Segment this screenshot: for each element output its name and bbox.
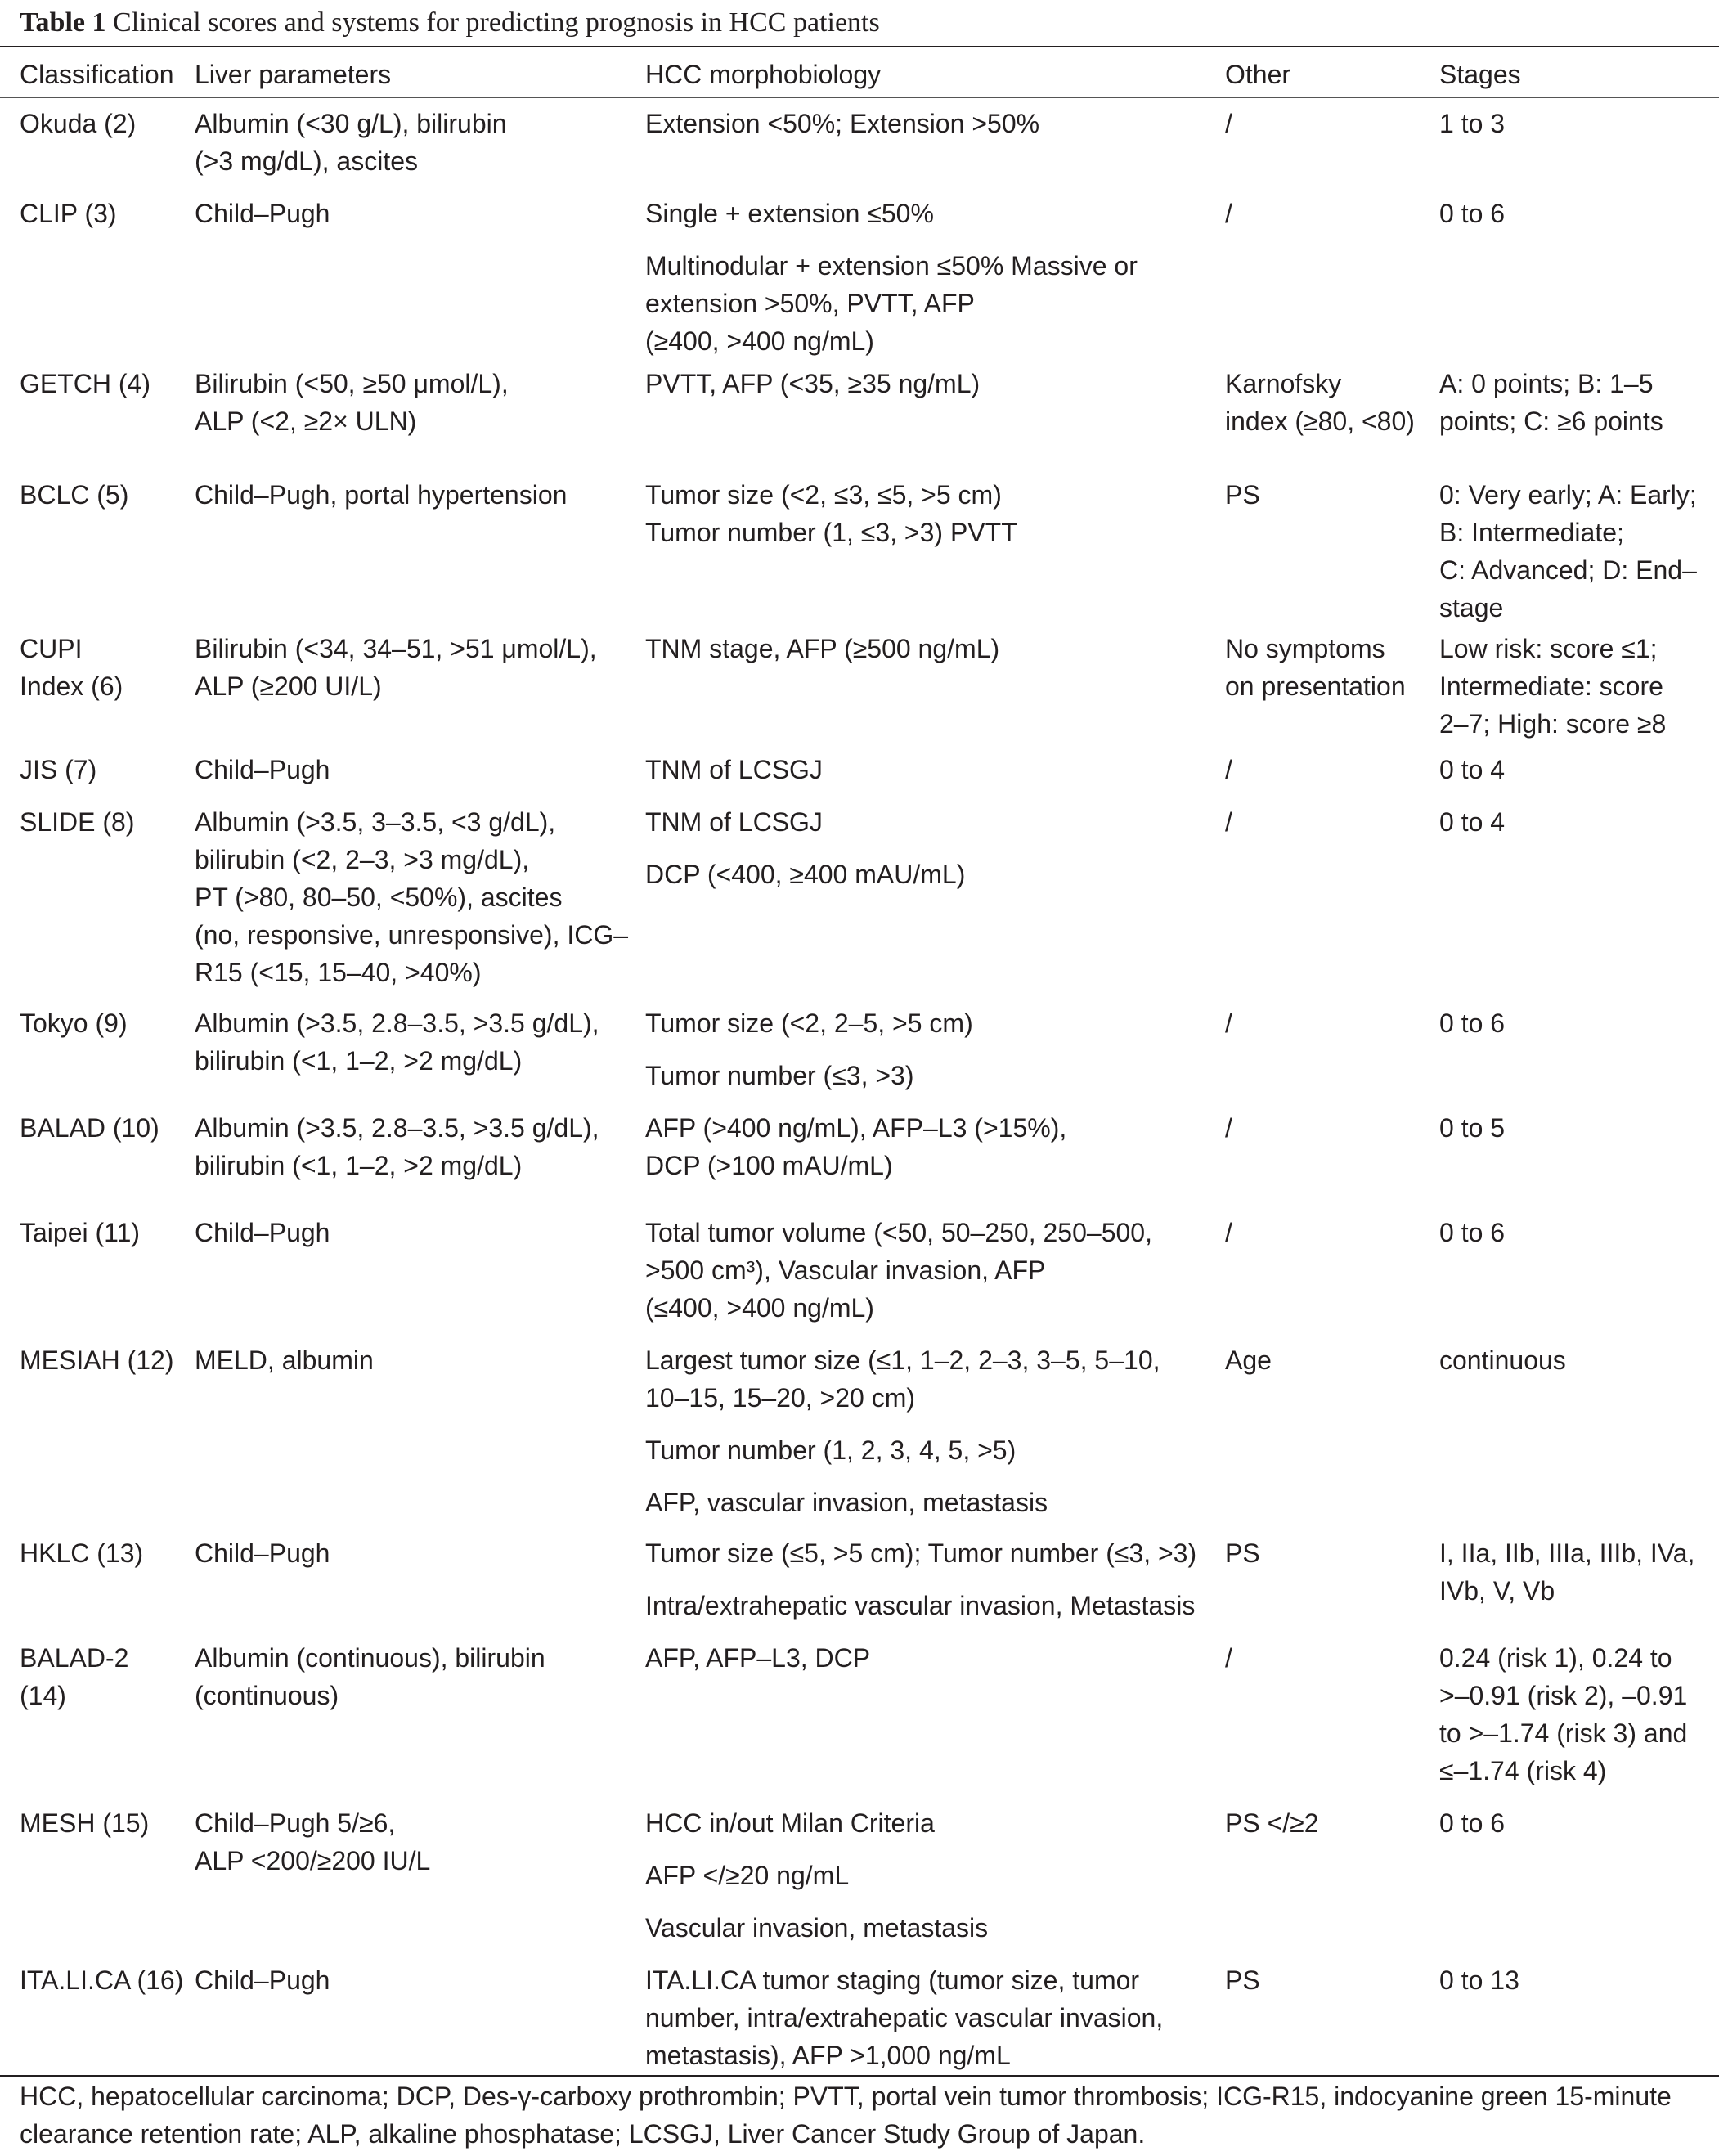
hcc-morphobiology-cell: [645, 630, 1234, 667]
cell-line: Tumor number (1, ≤3, >3) PVTT: [645, 518, 1017, 547]
cell-line: AFP (>400 ng/mL), AFP–L3 (>15%),: [645, 1113, 1067, 1143]
cell-line: (≥400, >400 ng/mL): [645, 326, 874, 356]
cell-paragraph: [645, 1431, 1234, 1469]
cell-line: Low risk: score ≤1;: [1439, 634, 1658, 663]
cell-paragraph: [645, 1214, 1234, 1327]
cell-paragraph: [645, 1004, 1234, 1042]
other-cell: [1225, 803, 1430, 841]
cell-paragraph: [645, 803, 1234, 841]
cell-line: Tumor number (1, 2, 3, 4, 5, >5): [645, 1435, 1017, 1465]
cell-line: IVb, V, Vb: [1439, 1576, 1555, 1606]
cell-line: Tumor number (≤3, >3): [645, 1061, 914, 1090]
cell-line: CLIP (3): [20, 199, 117, 228]
cell-line: No symptoms: [1225, 634, 1385, 663]
stages-cell: [1439, 1341, 1709, 1379]
cell-line: MESIAH (12): [20, 1345, 174, 1375]
cell-line: 0 to 5: [1439, 1113, 1506, 1143]
stages-cell: [1439, 105, 1709, 142]
cell-line: BALAD-2: [20, 1643, 129, 1673]
bottom-rule: [0, 2075, 1719, 2077]
cell-line: >500 cm³), Vascular invasion, AFP: [645, 1255, 1046, 1285]
cell-line: Albumin (<30 g/L), bilirubin: [195, 109, 507, 138]
cell-line: CUPI: [20, 634, 83, 663]
stages-cell: [1439, 365, 1709, 440]
cell-line: C: Advanced; D: End–: [1439, 555, 1697, 585]
cell-paragraph: [645, 1341, 1234, 1417]
cell-line: /: [1225, 807, 1232, 837]
cell-line: Tumor size (≤5, >5 cm); Tumor number (≤3, >3): [645, 1538, 1197, 1568]
liver-parameters-cell: [195, 1214, 653, 1251]
cell-line: Child–Pugh: [195, 1218, 330, 1247]
cell-line: A: 0 points; B: 1–5: [1439, 369, 1654, 398]
cell-line: TNM stage, AFP (≥500 ng/mL): [645, 634, 1000, 663]
cell-line: continuous: [1439, 1345, 1566, 1375]
liver-parameters-cell: [195, 630, 653, 705]
cell-line: 0 to 4: [1439, 807, 1506, 837]
cell-line: Karnofsky: [1225, 369, 1342, 398]
hcc-morphobiology-cell: [645, 1639, 1234, 1677]
cell-line: /: [1225, 1008, 1232, 1038]
other-cell: [1225, 1639, 1430, 1677]
hcc-morphobiology-cell: [645, 1004, 1234, 1094]
classification-cell: [20, 1534, 191, 1572]
cell-line: Vascular invasion, metastasis: [645, 1913, 989, 1943]
cell-line: TNM of LCSGJ: [645, 755, 823, 784]
cell-line: Largest tumor size (≤1, 1–2, 2–3, 3–5, 5–10,: [645, 1345, 1160, 1375]
cell-line: Total tumor volume (<50, 50–250, 250–500,: [645, 1218, 1152, 1247]
liver-parameters-cell: [195, 195, 653, 232]
cell-line: number, intra/extrahepatic vascular invasion,: [645, 2003, 1164, 2032]
liver-parameters-cell: [195, 1804, 653, 1880]
cell-line: points; C: ≥6 points: [1439, 406, 1663, 436]
cell-line: (≤400, >400 ng/mL): [645, 1293, 874, 1323]
hcc-morphobiology-cell: [645, 1109, 1234, 1184]
hcc-morphobiology-cell: [645, 1804, 1234, 1947]
cell-line: extension >50%, PVTT, AFP: [645, 289, 975, 318]
hcc-morphobiology-cell: [645, 476, 1234, 551]
classification-cell: [20, 630, 191, 705]
cell-line: ALP (<2, ≥2× ULN): [195, 406, 417, 436]
cell-paragraph: [645, 365, 1234, 402]
cell-line: DCP (>100 mAU/mL): [645, 1151, 893, 1180]
cell-line: Child–Pugh: [195, 1538, 330, 1568]
stages-cell: [1439, 630, 1709, 743]
table-caption: [20, 5, 880, 41]
liver-parameters-cell: [195, 803, 653, 991]
cell-line: Multinodular + extension ≤50% Massive or: [645, 251, 1138, 281]
liver-parameters-cell: [195, 476, 653, 514]
cell-line: Okuda (2): [20, 109, 137, 138]
liver-parameters-cell: [195, 1639, 653, 1714]
cell-line: ≤–1.74 (risk 4): [1439, 1756, 1607, 1785]
hcc-morphobiology-cell: [645, 1214, 1234, 1327]
other-cell: [1225, 1004, 1430, 1042]
header-liver-parameters: Liver parameters: [195, 60, 392, 89]
liver-parameters-cell: [195, 105, 653, 180]
other-cell: [1225, 1804, 1430, 1842]
hcc-morphobiology-cell: [645, 195, 1234, 360]
cell-line: Tokyo (9): [20, 1008, 128, 1038]
cell-line: PS: [1225, 1965, 1260, 1995]
cell-line: to >–1.74 (risk 3) and: [1439, 1718, 1688, 1748]
cell-line: HKLC (13): [20, 1538, 144, 1568]
liver-parameters-cell: [195, 1341, 653, 1379]
cell-line: PS: [1225, 1538, 1260, 1568]
cell-line: 0 to 6: [1439, 1808, 1506, 1838]
cell-line: MESH (15): [20, 1808, 150, 1838]
cell-line: 0 to 6: [1439, 1218, 1506, 1247]
cell-paragraph: [645, 1639, 1234, 1677]
cell-line: PT (>80, 80–50, <50%), ascites: [195, 883, 563, 912]
cell-line: BALAD (10): [20, 1113, 159, 1143]
cell-line: Child–Pugh: [195, 1965, 330, 1995]
cell-line: I, IIa, IIb, IIIa, IIIb, IVa,: [1439, 1538, 1695, 1568]
other-cell: [1225, 1109, 1430, 1147]
other-cell: [1225, 476, 1430, 514]
stages-cell: [1439, 476, 1709, 627]
cell-line: /: [1225, 755, 1232, 784]
cell-paragraph: [645, 1804, 1234, 1842]
stages-cell: [1439, 195, 1709, 232]
cell-line: /: [1225, 109, 1232, 138]
other-cell: [1225, 1214, 1430, 1251]
cell-line: Child–Pugh 5/≥6,: [195, 1808, 396, 1838]
liver-parameters-cell: [195, 1961, 653, 1999]
stages-cell: [1439, 1109, 1709, 1147]
cell-line: TNM of LCSGJ: [645, 807, 823, 837]
cell-line: ITA.LI.CA tumor staging (tumor size, tumor: [645, 1965, 1140, 1995]
cell-line: 2–7; High: score ≥8: [1439, 709, 1667, 739]
cell-line: 0: Very early; A: Early;: [1439, 480, 1697, 510]
cell-line: >–0.91 (risk 2), –0.91: [1439, 1681, 1688, 1710]
cell-line: ALP <200/≥200 IU/L: [195, 1846, 431, 1875]
header-rule: [0, 97, 1719, 98]
cell-line: /: [1225, 1113, 1232, 1143]
other-cell: [1225, 195, 1430, 232]
hcc-morphobiology-cell: [645, 803, 1234, 893]
classification-cell: [20, 195, 191, 232]
top-rule: [0, 46, 1719, 47]
other-cell: [1225, 365, 1430, 440]
header-classification: Classification: [20, 60, 174, 89]
stages-cell: [1439, 751, 1709, 788]
cell-paragraph: [645, 1057, 1234, 1094]
classification-cell: [20, 1214, 191, 1251]
cell-line: BCLC (5): [20, 480, 129, 510]
cell-line: (14): [20, 1681, 66, 1710]
other-cell: [1225, 630, 1430, 705]
cell-line: JIS (7): [20, 755, 97, 784]
stages-cell: [1439, 1004, 1709, 1042]
cell-line: 1 to 3: [1439, 109, 1506, 138]
cell-line: 0.24 (risk 1), 0.24 to: [1439, 1643, 1672, 1673]
hcc-morphobiology-cell: [645, 1341, 1234, 1521]
header-hcc-morphobiology: HCC morphobiology: [645, 60, 882, 89]
cell-paragraph: [645, 1587, 1234, 1624]
stages-cell: [1439, 1961, 1709, 1999]
liver-parameters-cell: [195, 1109, 653, 1184]
cell-line: on presentation: [1225, 672, 1406, 701]
cell-line: Bilirubin (<50, ≥50 μmol/L),: [195, 369, 509, 398]
hcc-morphobiology-cell: [645, 1534, 1234, 1624]
cell-paragraph: [645, 630, 1234, 667]
cell-line: (>3 mg/dL), ascites: [195, 146, 418, 176]
stages-cell: [1439, 1639, 1709, 1790]
liver-parameters-cell: [195, 1534, 653, 1572]
cell-line: Child–Pugh, portal hypertension: [195, 480, 568, 510]
classification-cell: [20, 1341, 191, 1379]
cell-line: ALP (≥200 UI/L): [195, 672, 382, 701]
cell-paragraph: [645, 1909, 1234, 1947]
classification-cell: [20, 751, 191, 788]
cell-line: (no, responsive, unresponsive), ICG–: [195, 920, 629, 950]
classification-cell: [20, 476, 191, 514]
classification-cell: [20, 1004, 191, 1042]
stages-cell: [1439, 1534, 1709, 1610]
cell-line: 0 to 4: [1439, 755, 1506, 784]
cell-line: AFP </≥20 ng/mL: [645, 1861, 850, 1890]
cell-line: 0 to 6: [1439, 1008, 1506, 1038]
other-cell: [1225, 105, 1430, 142]
other-cell: [1225, 751, 1430, 788]
cell-line: bilirubin (<2, 2–3, >3 mg/dL),: [195, 845, 530, 874]
hcc-morphobiology-cell: [645, 105, 1234, 142]
cell-line: AFP, vascular invasion, metastasis: [645, 1488, 1048, 1517]
cell-line: Tumor size (<2, ≤3, ≤5, >5 cm): [645, 480, 1002, 510]
liver-parameters-cell: [195, 751, 653, 788]
table-footnote: HCC, hepatocellular carcinoma; DCP, Des-γ-carboxy prothrombin; PVTT, portal vein tumor thrombosis; ICG-R15, indocyanine green 15-minute clearance retention rate; ALP, alkaline phosphatase; LCSGJ, Liver Cancer Study Group of Japan.: [20, 2082, 1672, 2149]
classification-cell: [20, 1804, 191, 1842]
cell-line: DCP (<400, ≥400 mAU/mL): [645, 860, 966, 889]
cell-line: Albumin (>3.5, 2.8–3.5, >3.5 g/dL),: [195, 1113, 599, 1143]
cell-line: Child–Pugh: [195, 755, 330, 784]
cell-line: Albumin (continuous), bilirubin: [195, 1643, 545, 1673]
cell-line: Albumin (>3.5, 2.8–3.5, >3.5 g/dL),: [195, 1008, 599, 1038]
cell-line: PS </≥2: [1225, 1808, 1319, 1838]
cell-line: B: Intermediate;: [1439, 518, 1624, 547]
cell-line: /: [1225, 1643, 1232, 1673]
cell-paragraph: [645, 1857, 1234, 1894]
table-title: Clinical scores and systems for predicting prognosis in HCC patients: [113, 7, 880, 38]
hcc-morphobiology-cell: [645, 365, 1234, 402]
cell-line: Intermediate: score: [1439, 672, 1663, 701]
cell-line: 0 to 13: [1439, 1965, 1519, 1995]
cell-line: 0 to 6: [1439, 199, 1506, 228]
cell-line: /: [1225, 1218, 1232, 1247]
cell-paragraph: [645, 105, 1234, 142]
cell-line: Single + extension ≤50%: [645, 199, 934, 228]
other-cell: [1225, 1341, 1430, 1379]
cell-line: bilirubin (<1, 1–2, >2 mg/dL): [195, 1046, 523, 1076]
cell-line: SLIDE (8): [20, 807, 135, 837]
cell-line: /: [1225, 199, 1232, 228]
cell-paragraph: [645, 195, 1234, 232]
cell-line: Extension <50%; Extension >50%: [645, 109, 1040, 138]
classification-cell: [20, 365, 191, 402]
classification-cell: [20, 105, 191, 142]
cell-paragraph: [645, 1484, 1234, 1521]
cell-line: GETCH (4): [20, 369, 150, 398]
header-stages: Stages: [1439, 60, 1521, 89]
cell-line: Tumor size (<2, 2–5, >5 cm): [645, 1008, 973, 1038]
cell-line: stage: [1439, 593, 1504, 622]
stages-cell: [1439, 1804, 1709, 1842]
cell-line: AFP, AFP–L3, DCP: [645, 1643, 871, 1673]
classification-cell: [20, 803, 191, 841]
cell-paragraph: [645, 1109, 1234, 1184]
liver-parameters-cell: [195, 1004, 653, 1080]
cell-line: HCC in/out Milan Criteria: [645, 1808, 935, 1838]
hcc-morphobiology-cell: [645, 1961, 1234, 2074]
cell-line: Intra/extrahepatic vascular invasion, Metastasis: [645, 1591, 1196, 1620]
cell-line: PS: [1225, 480, 1260, 510]
cell-line: Bilirubin (<34, 34–51, >51 μmol/L),: [195, 634, 597, 663]
classification-cell: [20, 1109, 191, 1147]
other-cell: [1225, 1534, 1430, 1572]
cell-line: PVTT, AFP (<35, ≥35 ng/mL): [645, 369, 981, 398]
cell-line: bilirubin (<1, 1–2, >2 mg/dL): [195, 1151, 523, 1180]
header-other: Other: [1225, 60, 1291, 89]
cell-line: Index (6): [20, 672, 123, 701]
other-cell: [1225, 1961, 1430, 1999]
cell-line: Age: [1225, 1345, 1272, 1375]
cell-line: Taipei (11): [20, 1218, 141, 1247]
cell-line: ITA.LI.CA (16): [20, 1965, 184, 1995]
classification-cell: [20, 1639, 191, 1714]
cell-line: Albumin (>3.5, 3–3.5, <3 g/dL),: [195, 807, 556, 837]
table-label: Table 1: [20, 7, 106, 38]
cell-paragraph: [645, 247, 1234, 360]
cell-paragraph: [645, 856, 1234, 893]
cell-line: 10–15, 15–20, >20 cm): [645, 1383, 916, 1413]
cell-line: (continuous): [195, 1681, 339, 1710]
cell-paragraph: [645, 751, 1234, 788]
stages-cell: [1439, 803, 1709, 841]
cell-paragraph: [645, 476, 1234, 551]
cell-line: metastasis), AFP >1,000 ng/mL: [645, 2041, 1011, 2070]
cell-line: R15 (<15, 15–40, >40%): [195, 958, 482, 987]
hcc-morphobiology-cell: [645, 751, 1234, 788]
cell-line: MELD, albumin: [195, 1345, 374, 1375]
liver-parameters-cell: [195, 365, 653, 440]
classification-cell: [20, 1961, 191, 1999]
cell-paragraph: [645, 1534, 1234, 1572]
cell-paragraph: [645, 1961, 1234, 2074]
stages-cell: [1439, 1214, 1709, 1251]
cell-line: index (≥80, <80): [1225, 406, 1415, 436]
cell-line: Child–Pugh: [195, 199, 330, 228]
